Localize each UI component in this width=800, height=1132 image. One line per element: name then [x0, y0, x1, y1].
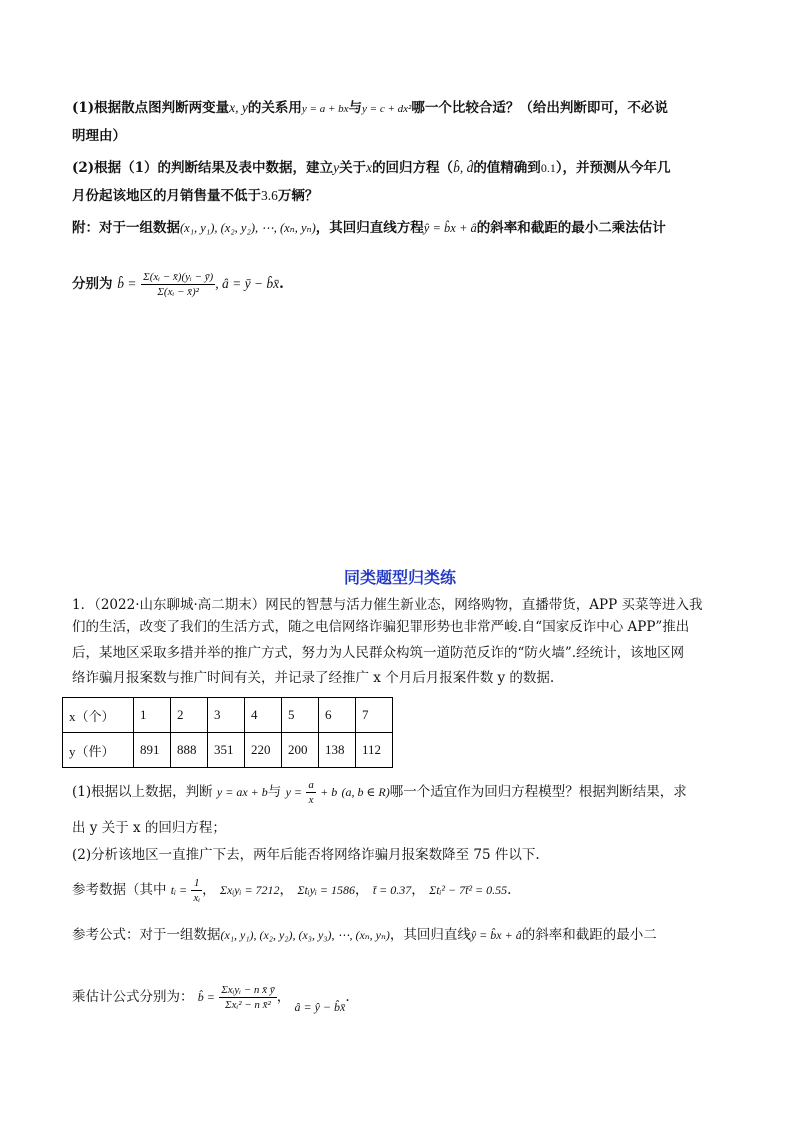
appendix-text-b: ，其回归直线方程 — [315, 220, 424, 236]
table-cell: 7 — [356, 698, 393, 733]
reference-data: 参考数据（其中 tᵢ = $\frac{1}{\text{xᵢ}}$ ， Σxᵢyᵢ = 7212， Σtᵢyᵢ = 1586， t̄ = 0.37， Σtᵢ² − 7t̄² = 0.55. — [72, 877, 512, 904]
problem-line-1: 1．（2022·山东聊城·高二期末）网民的智慧与活力催生新业态，网络购物，直播带货，APP 买菜等进入我 — [72, 597, 703, 613]
question-1-model-2-lhs: y = — [285, 785, 303, 799]
q1-model-1: y = a + bx — [301, 103, 349, 115]
reference-sum-ty: Σtᵢyᵢ = 1586 — [297, 883, 356, 897]
ref-formula-end: . — [345, 989, 350, 1005]
reference-t-den: xᵢ — [193, 892, 201, 904]
section-title: 同类题型归类练 — [343, 568, 456, 587]
table-header-x: x（个） — [63, 698, 134, 733]
table-cell: 2 — [171, 698, 208, 733]
table-cell: 138 — [319, 733, 356, 768]
ref-formula-text-c: 的斜率和截距的最小二 — [521, 927, 657, 943]
question-2: (2)分析该地区一直推广下去，两年后能否将网络诈骗月报案数降至 75 件以下. — [72, 847, 540, 863]
question-1-condition: (a, b ∈ R) — [341, 785, 390, 799]
q2-precision: 0.1 — [540, 161, 556, 175]
problem-line-2: 们的生活，改变了我们的生活方式，随之电信网络诈骗犯罪形势也非常严峻.自“国家反诈中心 APP”推出 — [72, 619, 690, 635]
q1-text-c: 哪一个比较合适？（给出判断即可，不必说 — [411, 100, 668, 116]
q1-text-b: 的关系用 — [247, 100, 302, 116]
reference-sum-xy: Σxᵢyᵢ = 7212 — [219, 883, 280, 897]
question-1 — [72, 776, 687, 808]
ref-formula-b-label: b̂ = — [197, 990, 215, 1004]
formula-prefix: 分别为 — [72, 276, 113, 292]
reference-end: . — [507, 882, 512, 898]
reference-formula-line2 — [72, 972, 350, 1022]
ref-formula-label: 乘估计公式分别为： — [72, 989, 194, 1005]
appendix-text-c: 的斜率和截距的最小二乘法估计 — [476, 220, 666, 236]
table-cell: 220 — [245, 733, 282, 768]
question-1-text-b: 哪一个适宜作为回归方程模型？根据判断结果，求 — [389, 784, 687, 800]
q1-vars: x, y — [229, 100, 248, 115]
question-1-and: 与 — [267, 784, 282, 800]
q2-x: x — [366, 160, 373, 175]
upper-question-2 — [72, 158, 671, 178]
question-1-model-2-num: a — [308, 779, 314, 791]
table-cell: 6 — [319, 698, 356, 733]
q2-text-d: 的值精确到 — [473, 160, 541, 176]
ref-formula-b-num: Σxᵢyᵢ − n x̄ ȳ — [221, 984, 275, 996]
q2-text-b: 关于 — [339, 160, 367, 176]
ref-formula-data: (x₁, y₁), (x₂, y₂), (x₃, y₃), ⋯, (xₙ, yₙ) — [220, 928, 390, 942]
reference-tbar: t̄ = 0.37 — [372, 883, 412, 897]
table-cell: 3 — [208, 698, 245, 733]
ref-formula-eq: ŷ = b̂x + â — [470, 928, 522, 942]
problem-line-4: 络诈骗月报案数与推广时间有关，并记录了经推广 x 个月后月报案件数 y 的数据. — [72, 670, 555, 686]
ref-formula-b-fraction — [219, 983, 276, 1012]
table-row — [63, 733, 393, 768]
reference-label: 参考数据（其中 — [72, 882, 167, 898]
formula-b-numerator: Σ(xᵢ − x̄)(yᵢ − ȳ) — [143, 271, 214, 283]
question-1-model-1: y = ax + b — [216, 785, 268, 799]
question-1-model-2-fraction — [306, 778, 316, 807]
table-header-y: y（件） — [63, 733, 134, 768]
data-table — [62, 697, 393, 768]
q2-text-e: ），并预测从今年几 — [555, 160, 671, 176]
q2-bd: b̂, d̂ — [453, 160, 474, 175]
reference-t-def: tᵢ = — [170, 883, 188, 897]
upper-question-2-line2 — [72, 186, 318, 206]
q1-text-a: (1)根据散点图判断两变量 — [72, 100, 230, 116]
table-cell: 351 — [208, 733, 245, 768]
question-1-line2: 出 y 关于 x 的回归方程； — [72, 820, 226, 836]
formula-a: , â = ȳ − b̂x̄ — [215, 276, 280, 291]
appendix-text-a: 附：对于一组数据 — [72, 220, 180, 236]
q2-line2-number: 3.6 — [261, 188, 278, 203]
q2-text-a: (2)根据（1）的判断结果及表中数据，建立 — [72, 160, 334, 176]
ref-formula-text-a: 参考公式：对于一组数据 — [72, 927, 221, 943]
question-1-model-2-den: x — [308, 794, 314, 806]
question-1-model-2-rhs: + b — [320, 785, 338, 799]
ref-formula-b-den: Σxᵢ² − n x̄² — [225, 999, 271, 1011]
table-cell: 1 — [134, 698, 171, 733]
question-1-text-a: (1)根据以上数据，判断 — [72, 784, 213, 800]
reference-sum-t2: Σtᵢ² − 7t̄² = 0.55 — [429, 883, 508, 897]
formula-line — [72, 264, 284, 304]
ref-formula-comma: ， — [276, 989, 291, 1005]
formula-end: . — [279, 276, 284, 292]
formula-b-label: b̂ = — [117, 276, 137, 291]
table-cell: 112 — [356, 733, 393, 768]
q1-and: 与 — [348, 100, 363, 116]
table-row — [63, 698, 393, 733]
upper-question-1-line2: 明理由） — [72, 128, 126, 144]
q1-model-2: y = c + dx² — [362, 103, 412, 115]
formula-b-fraction — [141, 270, 215, 299]
problem-line-3: 后，某地区采取多措并举的推广方式，努力为人民群众构筑一道防范反诈的“防火墙”.经统计，该地区网 — [72, 645, 685, 661]
upper-question-1 — [72, 98, 668, 119]
reference-formula-line1 — [72, 925, 657, 945]
reference-t-num: 1 — [191, 876, 202, 891]
ref-formula-a: â = ŷ − b̂x̄ — [294, 1000, 346, 1014]
appendix-line — [72, 218, 666, 238]
q2-line2-text: 月份起该地区的月销售量不低于 — [72, 188, 261, 204]
table-cell: 891 — [134, 733, 171, 768]
q2-text-c: 的回归方程（ — [372, 160, 454, 176]
appendix-eq: ŷ = b̂x + â — [423, 221, 477, 235]
table-cell: 5 — [282, 698, 319, 733]
formula-b-denominator: Σ(xᵢ − x̄)² — [157, 286, 199, 298]
appendix-data: (x₁, y₁), (x₂, y₂), ⋯, (xₙ, yₙ) — [180, 221, 316, 235]
q2-y: y — [333, 160, 340, 175]
ref-formula-text-b: ，其回归直线 — [389, 927, 471, 943]
reference-t-fraction — [191, 876, 202, 905]
table-cell: 4 — [245, 698, 282, 733]
table-cell: 888 — [171, 733, 208, 768]
q2-line2-unit: 万辆？ — [277, 188, 319, 204]
table-cell: 200 — [282, 733, 319, 768]
